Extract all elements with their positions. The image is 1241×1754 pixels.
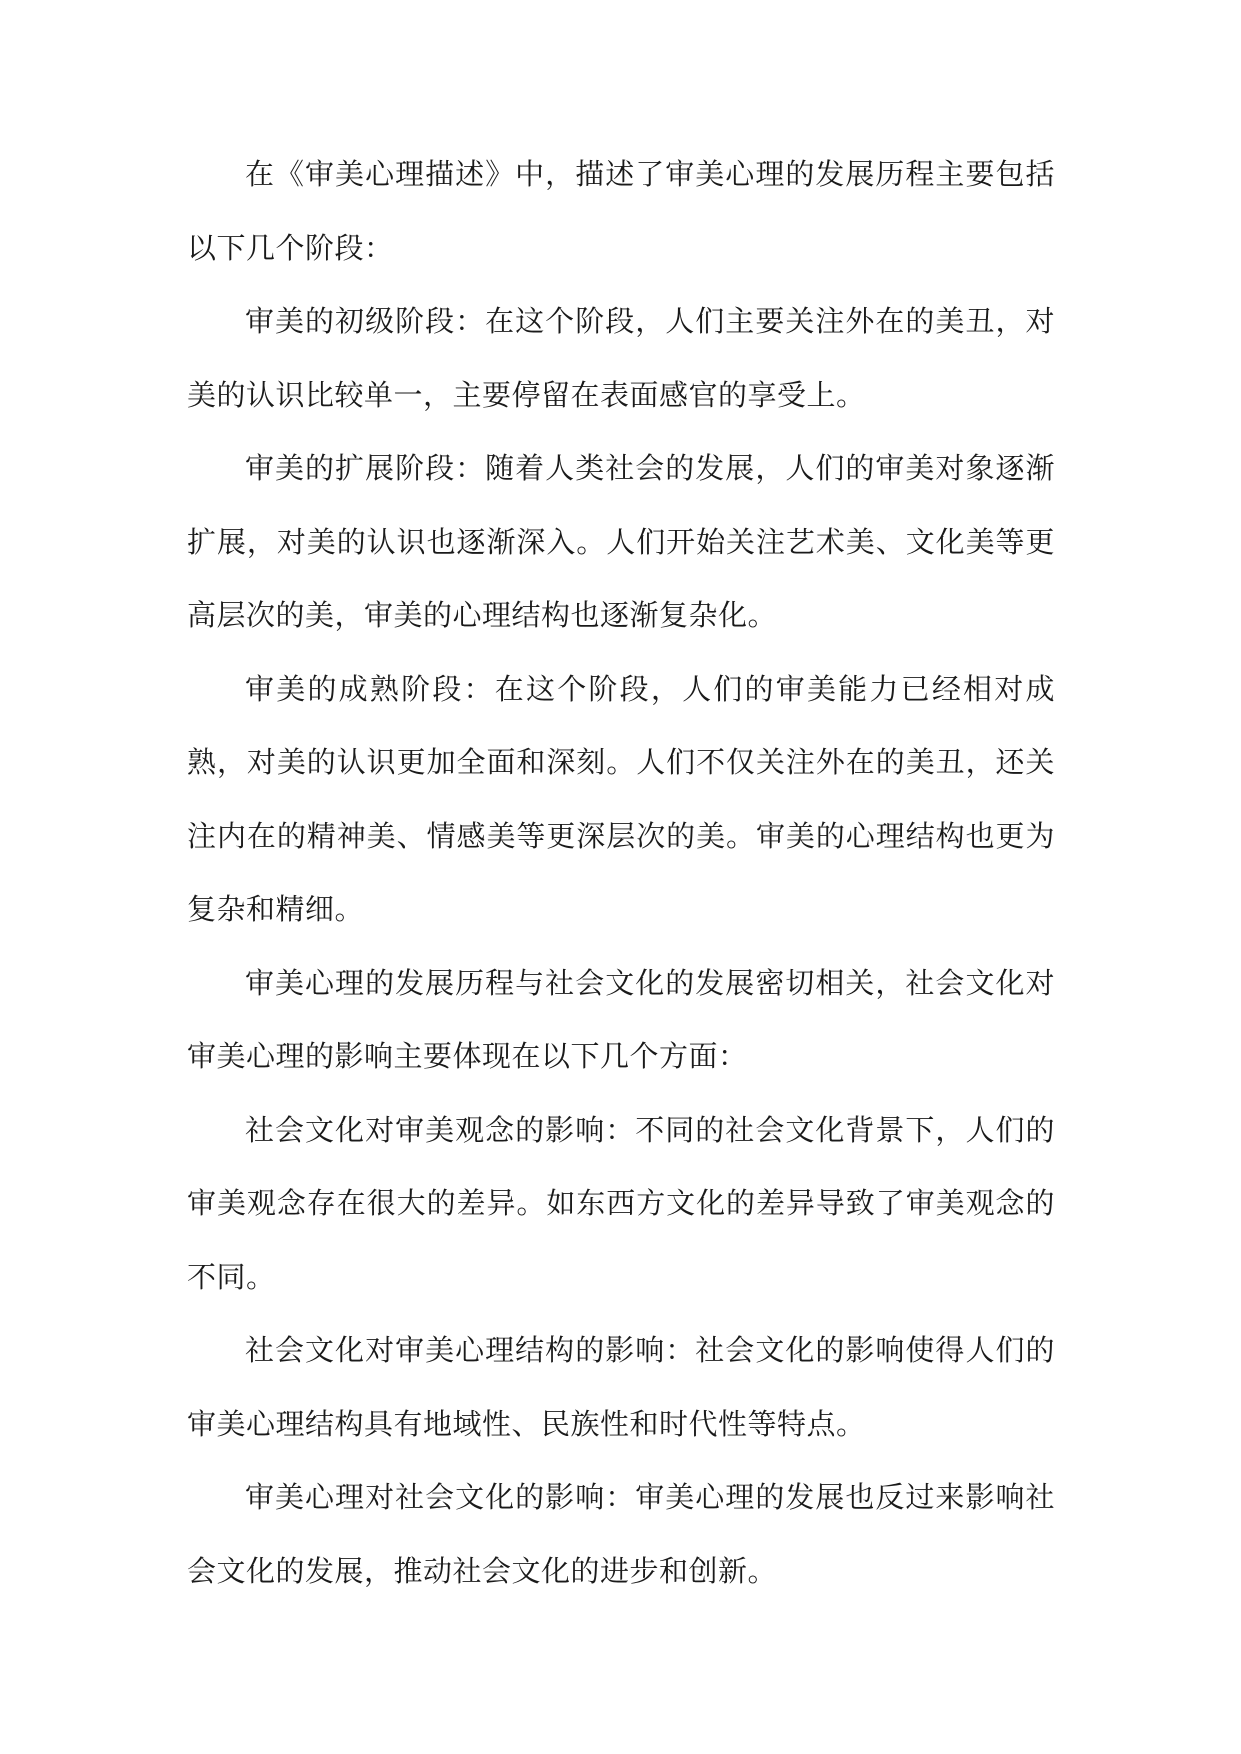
paragraph-stage-elementary: 审美的初级阶段：在这个阶段，人们主要关注外在的美丑，对美的认识比较单一，主要停留在表面感官的享受上。 bbox=[187, 304, 1055, 412]
paragraph-culture-concept: 社会文化对审美观念的影响：不同的社会文化背景下，人们的审美观念存在很大的差异。如东西方文化的差异导致了审美观念的不同。 bbox=[187, 1112, 1055, 1294]
document-body bbox=[187, 138, 1055, 1608]
paragraph-culture-intro: 审美心理的发展历程与社会文化的发展密切相关，社会文化对审美心理的影响主要体现在以下几个方面： bbox=[187, 965, 1055, 1073]
paragraph-psychology-on-culture: 审美心理对社会文化的影响：审美心理的发展也反过来影响社会文化的发展，推动社会文化的进步和创新。 bbox=[187, 1480, 1055, 1588]
paragraph-intro: 在《审美心理描述》中，描述了审美心理的发展历程主要包括以下几个阶段： bbox=[187, 157, 1055, 265]
paragraph-culture-structure: 社会文化对审美心理结构的影响：社会文化的影响使得人们的审美心理结构具有地域性、民族性和时代性等特点。 bbox=[187, 1333, 1055, 1441]
paragraph-stage-mature: 审美的成熟阶段：在这个阶段，人们的审美能力已经相对成熟，对美的认识更加全面和深刻。人们不仅关注外在的美丑，还关注内在的精神美、情感美等更深层次的美。审美的心理结构也更为复杂和精细。 bbox=[187, 671, 1055, 926]
paragraph-stage-expansion: 审美的扩展阶段：随着人类社会的发展，人们的审美对象逐渐扩展，对美的认识也逐渐深入。人们开始关注艺术美、文化美等更高层次的美，审美的心理结构也逐渐复杂化。 bbox=[187, 451, 1055, 632]
